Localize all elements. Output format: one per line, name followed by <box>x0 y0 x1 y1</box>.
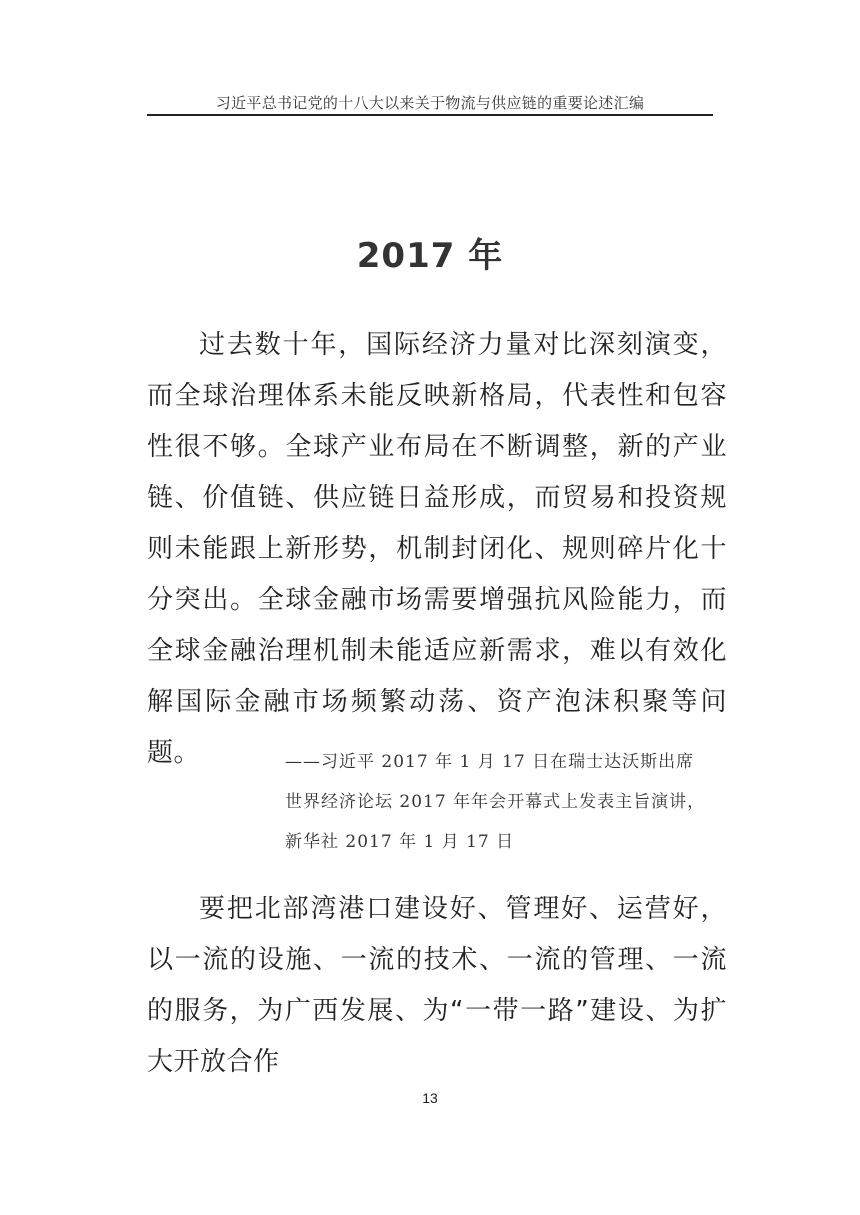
quote-citation <box>285 742 725 862</box>
section-year-title: 2017 年 <box>356 236 504 276</box>
citation-line: ——习近平 2017 年 1 月 17 日在瑞士达沃斯出席 <box>285 752 695 772</box>
running-header: 习近平总书记党的十八大以来关于物流与供应链的重要论述汇编 <box>215 94 645 112</box>
citation-line: 新华社 2017 年 1 月 17 日 <box>285 832 515 852</box>
header-divider <box>147 114 713 116</box>
quote-paragraph: 过去数十年，国际经济力量对比深刻演变，而全球治理体系未能反映新格局，代表性和包容性很不够。全球产业布局在不断调整，新的产业链、价值链、供应链日益形成，而贸易和投资规则未能跟上新形势，机制封闭化、规则碎片化十分突出。全球金融市场需要增强抗风险能力，而全球金融治理机制未能适应新需求，难以有效化解国际金融市场频繁动荡、资产泡沫积聚等问题。 <box>147 330 727 768</box>
citation-line: 世界经济论坛 2017 年年会开幕式上发表主旨演讲， <box>285 792 706 812</box>
page-number: 13 <box>422 1090 438 1106</box>
quote-paragraph: 要把北部湾港口建设好、管理好、运营好，以一流的设施、一流的技术、一流的管理、一流的服务，为广西发展、为“一带一路”建设、为扩大开放合作 <box>147 894 727 1077</box>
